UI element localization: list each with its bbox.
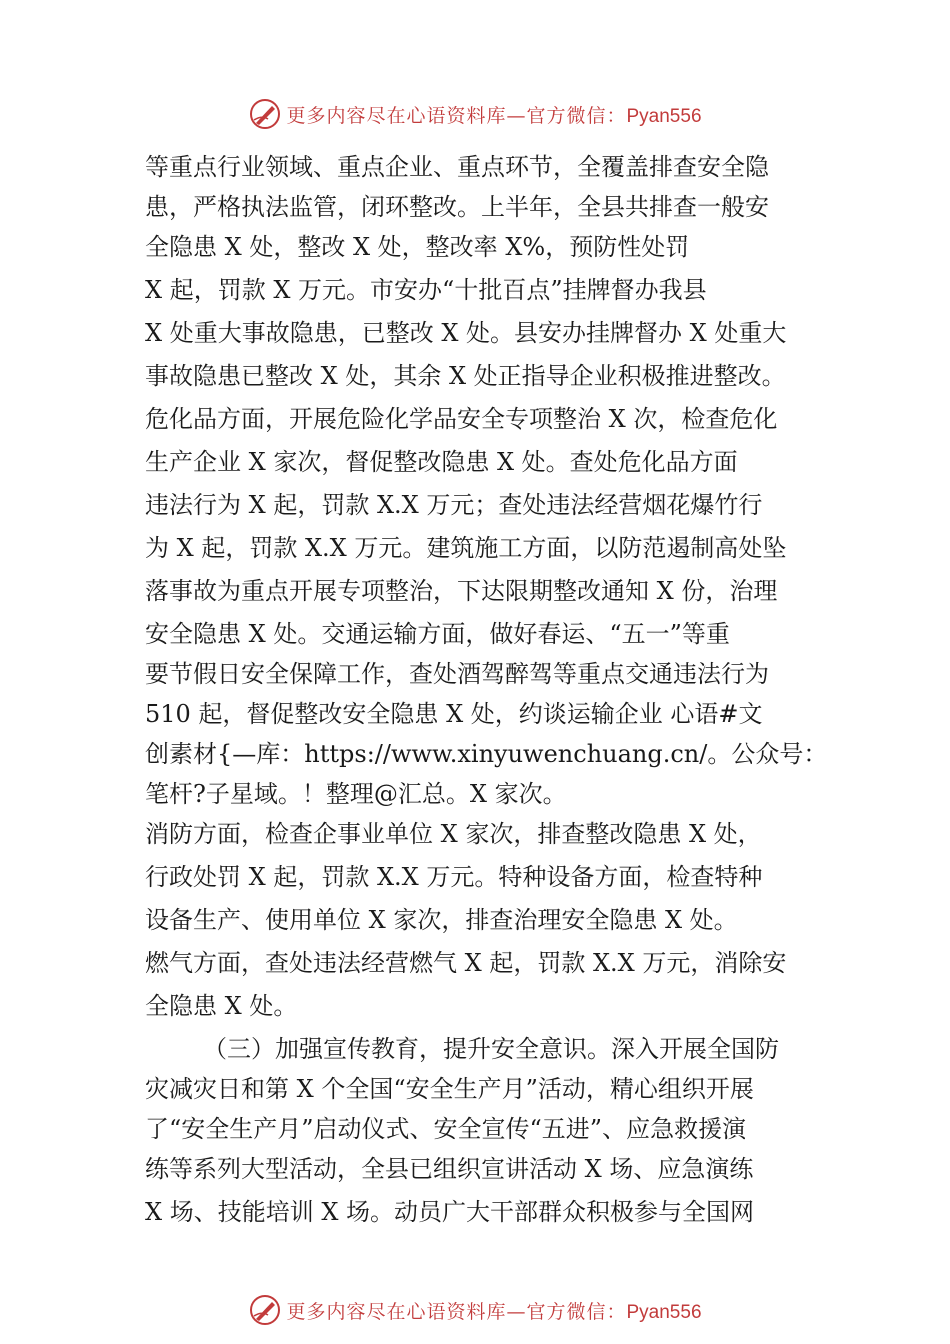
header-watermark-banner <box>0 94 950 134</box>
text-line: 安全隐患 X 处。交通运输方面，做好春运、“五一”等重 <box>145 620 730 648</box>
text-line: 全隐患 X 处。 <box>145 992 298 1020</box>
text-line: 设备生产、使用单位 X 家次，排查治理安全隐患 X 处。 <box>145 906 738 934</box>
text-line: 灾减灾日和第 X 个全国“安全生产月”活动，精心组织开展 <box>145 1075 754 1103</box>
section-heading-line: （三）加强宣传教育，提升安全意识。深入开展全国防 <box>203 1035 779 1063</box>
text-line: 笔杆?子星域。！整理@汇总。X 家次。 <box>145 780 567 808</box>
footer-wechat-id: Pyan556 <box>626 1301 702 1323</box>
pen-logo-icon <box>248 97 282 131</box>
footer-watermark-banner <box>0 1290 950 1330</box>
text-line: 创素材{—库：https://www.xinyuwenchuang.cn/。公众号： <box>145 740 828 768</box>
text-line: 事故隐患已整改 X 处，其余 X 处正指导企业积极推进整改。 <box>145 362 786 390</box>
text-line: 生产企业 X 家次，督促整改隐患 X 处。查处危化品方面 <box>145 448 738 476</box>
text-line: 燃气方面，查处违法经营燃气 X 起，罚款 X.X 万元，消除安 <box>145 949 787 977</box>
text-line: 危化品方面，开展危险化学品安全专项整治 X 次，检查危化 <box>145 405 778 433</box>
text-line: 违法行为 X 起，罚款 X.X 万元；查处违法经营烟花爆竹行 <box>145 491 763 519</box>
text-line: X 场、技能培训 X 场。动员广大干部群众积极参与全国网 <box>145 1198 755 1226</box>
text-line: 全隐患 X 处，整改 X 处，整改率 X%，预防性处罚 <box>145 233 690 261</box>
text-line: 510 起，督促整改安全隐患 X 处，约谈运输企业 心语#文 <box>145 700 763 728</box>
text-line: 为 X 起，罚款 X.X 万元。建筑施工方面，以防范遏制高处坠 <box>145 534 787 562</box>
text-line: 练等系列大型活动，全县已组织宣讲活动 X 场、应急演练 <box>145 1155 754 1183</box>
text-line: 等重点行业领域、重点企业、重点环节，全覆盖排查安全隐 <box>145 153 769 181</box>
text-line: 了“安全生产月”启动仪式、安全宣传“五进”、应急救援演 <box>145 1115 747 1143</box>
footer-watermark-text: 更多内容尽在心语资料库—官方微信：Pyan556 <box>286 1300 702 1323</box>
text-line: 消防方面，检查企事业单位 X 家次，排查整改隐患 X 处， <box>145 820 762 848</box>
header-wechat-id: Pyan556 <box>626 105 702 127</box>
text-line: X 处重大事故隐患，已整改 X 处。县安办挂牌督办 X 处重大 <box>145 319 787 347</box>
header-watermark-text: 更多内容尽在心语资料库—官方微信：Pyan556 <box>286 104 702 127</box>
text-line: 落事故为重点开展专项整治，下达限期整改通知 X 份，治理 <box>145 577 778 605</box>
text-line: X 起，罚款 X 万元。市安办“十批百点”挂牌督办我县 <box>145 276 707 304</box>
text-line: 行政处罚 X 起，罚款 X.X 万元。特种设备方面，检查特种 <box>145 863 763 891</box>
text-line: 要节假日安全保障工作，查处酒驾醉驾等重点交通违法行为 <box>145 660 769 688</box>
pen-logo-icon <box>248 1293 282 1327</box>
text-line: 患，严格执法监管，闭环整改。上半年，全县共排查一般安 <box>145 193 769 221</box>
